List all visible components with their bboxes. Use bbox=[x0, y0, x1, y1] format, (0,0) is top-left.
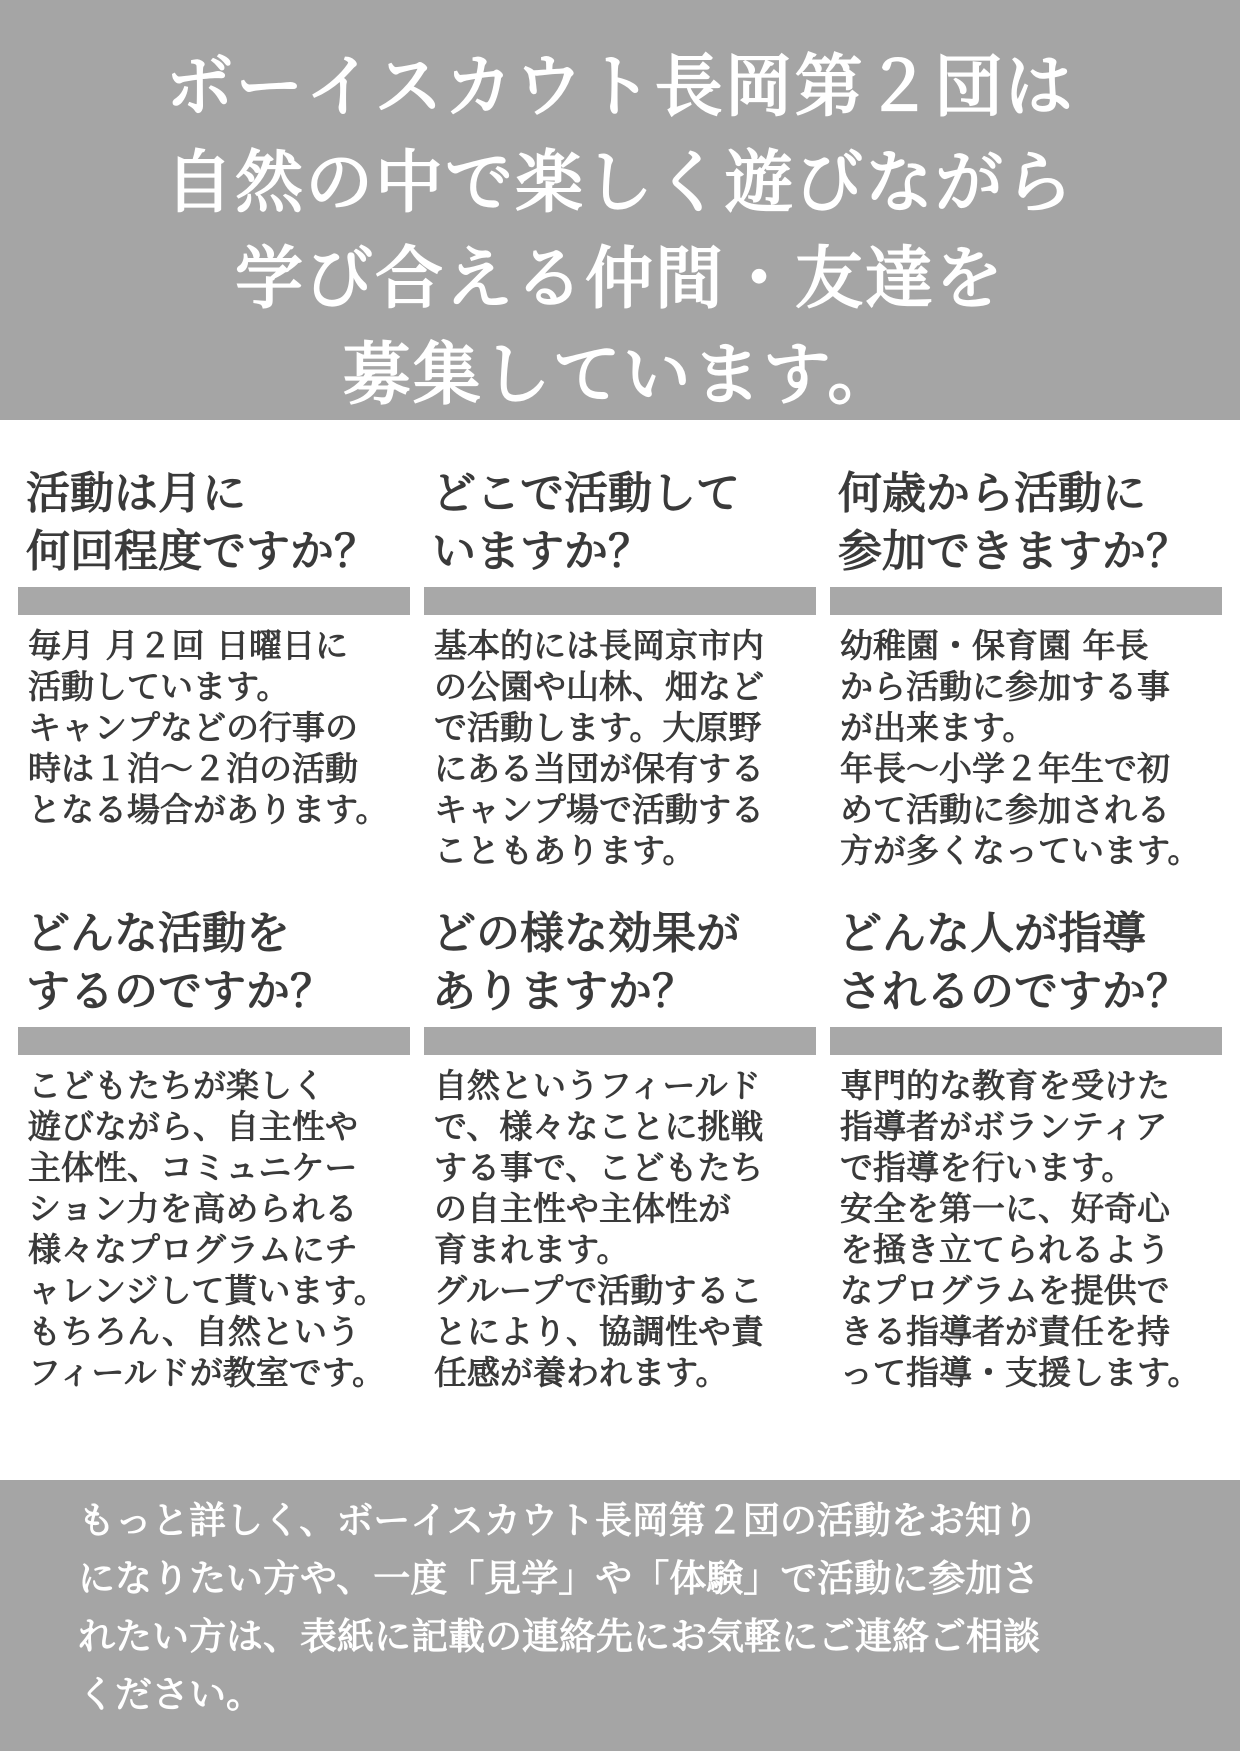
question-line: どの様な効果が bbox=[432, 908, 740, 959]
answer-line: 専門的な教育を受けた bbox=[840, 1066, 1170, 1105]
faq-leaders bbox=[830, 905, 1222, 1393]
answer-line: となる場合があります。 bbox=[28, 790, 389, 829]
answer-line: で、様々なことに挑戦 bbox=[434, 1107, 764, 1146]
question-divider bbox=[830, 1027, 1222, 1055]
faq-answer bbox=[18, 625, 410, 830]
question-divider bbox=[424, 587, 816, 615]
headline-line: 募集しています。 bbox=[342, 336, 898, 415]
question-divider bbox=[424, 1027, 816, 1055]
contact-note-line: れたい方は、表紙に記載の連絡先にお気軽にご連絡ご相談 bbox=[78, 1615, 1040, 1658]
answer-line: 活動しています。 bbox=[28, 667, 290, 706]
faq-location bbox=[424, 465, 816, 871]
faq-answer bbox=[18, 1065, 410, 1393]
question-line: 活動は月に bbox=[26, 468, 246, 519]
answer-line: 時は１泊～２泊の活動 bbox=[28, 749, 358, 788]
answer-line: ション力を高められる bbox=[28, 1189, 358, 1228]
answer-line: グループで活動するこ bbox=[434, 1271, 763, 1310]
answer-line: で活動します。大原野 bbox=[434, 708, 762, 747]
headline-line: 学び合える仲間・友達を bbox=[234, 240, 1005, 319]
question-divider bbox=[18, 587, 410, 615]
question-line: どこで活動して bbox=[432, 468, 740, 519]
answer-line: 安全を第一に、好奇心 bbox=[840, 1189, 1170, 1228]
answer-line: ャレンジして貰います。 bbox=[28, 1271, 387, 1310]
question-line: どんな人が指導 bbox=[838, 908, 1146, 959]
answer-line: きる指導者が責任を持 bbox=[840, 1312, 1170, 1351]
question-line: 何回程度ですか？ bbox=[26, 526, 378, 577]
answer-line: 方が多くなっています。 bbox=[840, 831, 1201, 870]
answer-line: 任感が養われます。 bbox=[434, 1353, 729, 1392]
question-line: どんな活動を bbox=[26, 908, 290, 959]
question-line: ありますか？ bbox=[432, 966, 696, 1017]
question-divider bbox=[830, 587, 1222, 615]
question-line: 参加できますか？ bbox=[838, 526, 1190, 577]
question-divider bbox=[18, 1027, 410, 1055]
answer-line: 様々なプログラムにチ bbox=[28, 1230, 358, 1269]
answer-line: 基本的には長岡京市内 bbox=[434, 626, 764, 665]
faq-question bbox=[18, 905, 410, 1021]
answer-line: フィールドが教室です。 bbox=[28, 1353, 386, 1392]
answer-line: にある当団が保有する bbox=[434, 749, 764, 788]
answer-line: もちろん、自然という bbox=[28, 1312, 360, 1351]
faq-answer bbox=[424, 1065, 816, 1393]
answer-line: が出来ます。 bbox=[840, 708, 1036, 747]
answer-line: を掻き立てられるよう bbox=[840, 1230, 1170, 1269]
faq-question bbox=[424, 905, 816, 1021]
faq-row bbox=[18, 905, 1222, 1393]
answer-line: の自主性や主体性が bbox=[434, 1189, 731, 1228]
question-line: するのですか？ bbox=[26, 966, 334, 1017]
answer-line: 毎月 月２回 日曜日に bbox=[28, 626, 348, 665]
answer-line: 幼稚園・保育園 年長 bbox=[840, 626, 1149, 665]
faq-answer bbox=[424, 625, 816, 871]
answer-line: から活動に参加する事 bbox=[840, 667, 1170, 706]
headline-line: 自然の中で楽しく遊びながら bbox=[164, 144, 1075, 223]
faq-age bbox=[830, 465, 1222, 871]
faq-row bbox=[18, 465, 1222, 871]
faq-frequency bbox=[18, 465, 410, 871]
answer-line: って指導・支援します。 bbox=[840, 1353, 1201, 1392]
faq-question bbox=[830, 905, 1222, 1021]
answer-line: 遊びながら、自主性や bbox=[28, 1107, 358, 1146]
question-line: いますか？ bbox=[432, 526, 652, 577]
contact-note bbox=[78, 1492, 1040, 1724]
answer-line: なプログラムを提供で bbox=[840, 1271, 1170, 1310]
faq-answer bbox=[830, 1065, 1222, 1393]
faq-answer bbox=[830, 625, 1222, 871]
faq-activities bbox=[18, 905, 410, 1393]
answer-line: で指導を行います。 bbox=[840, 1148, 1135, 1187]
answer-line: の公園や山林、畑など bbox=[434, 667, 764, 706]
answer-line: する事で、こどもたち bbox=[434, 1148, 764, 1187]
answer-line: 指導者がボランティア bbox=[840, 1107, 1168, 1146]
faq-question bbox=[18, 465, 410, 581]
contact-note-line: になりたい方や、一度「見学」や「体験」で活動に参加さ bbox=[78, 1557, 1040, 1600]
contact-note-line: もっと詳しく、ボーイスカウト長岡第２団の活動をお知り bbox=[78, 1499, 1039, 1542]
answer-line: 育まれます。 bbox=[434, 1230, 630, 1269]
contact-note-line: ください。 bbox=[78, 1673, 263, 1716]
answer-line: 年長～小学２年生で初 bbox=[840, 749, 1170, 788]
answer-line: めて活動に参加される bbox=[840, 790, 1170, 829]
answer-line: キャンプなどの行事の bbox=[28, 708, 358, 747]
headline-line: ボーイスカウト長岡第２団は bbox=[165, 48, 1075, 127]
faq-effects bbox=[424, 905, 816, 1393]
answer-line: 自然というフィールド bbox=[434, 1066, 761, 1105]
question-line: 何歳から活動に bbox=[838, 468, 1146, 519]
faq-grid bbox=[18, 465, 1222, 1393]
answer-line: とにより、協調性や責 bbox=[434, 1312, 764, 1351]
headline bbox=[0, 40, 1240, 424]
question-line: されるのですか？ bbox=[838, 966, 1190, 1017]
answer-line: こともあります。 bbox=[434, 831, 696, 870]
answer-line: こどもたちが楽しく bbox=[28, 1066, 325, 1105]
answer-line: キャンプ場で活動する bbox=[434, 790, 764, 829]
faq-question bbox=[830, 465, 1222, 581]
answer-line: 主体性、コミュニケー bbox=[28, 1148, 358, 1187]
faq-question bbox=[424, 465, 816, 581]
